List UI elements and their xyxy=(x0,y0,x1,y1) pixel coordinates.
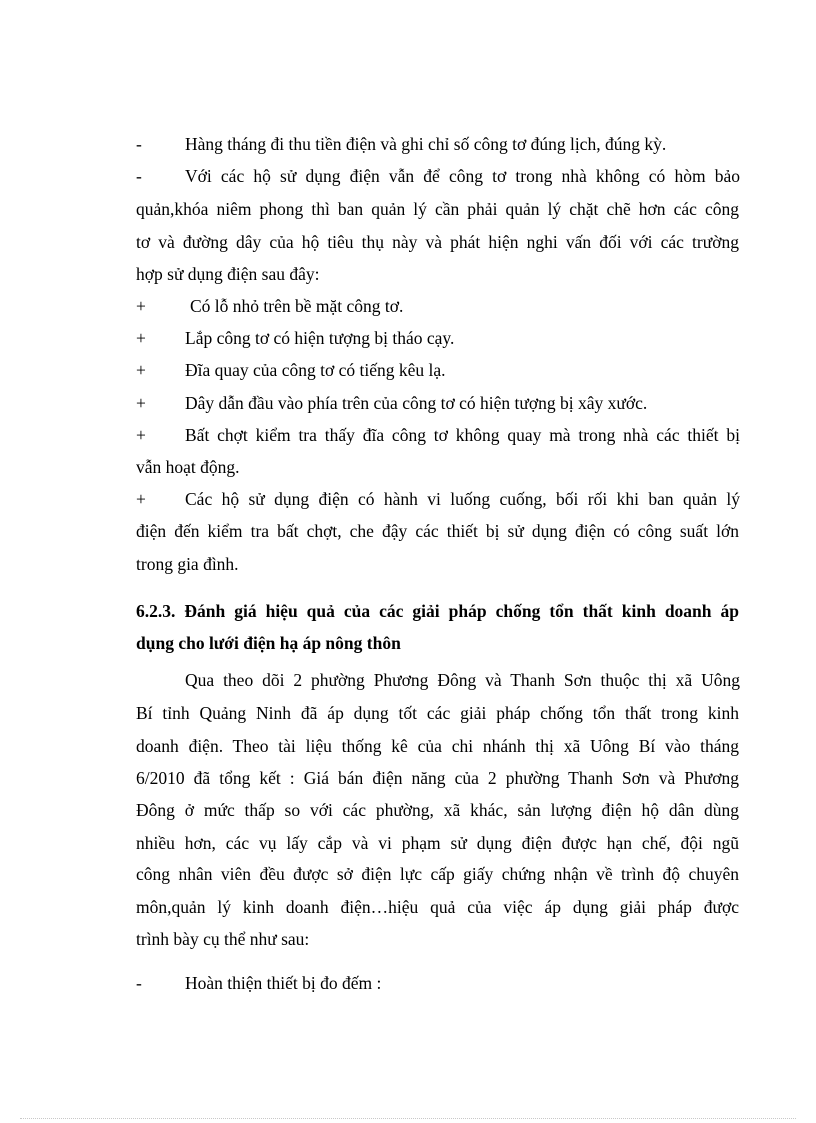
list-marker: + xyxy=(136,296,146,316)
section-heading: 6.2.3. Đánh giá hiệu quả của các giải pháp chống tổn thất kinh doanh áp xyxy=(136,601,739,621)
paragraph-line: công nhân viên đều được sở điện lực cấp giấy chứng nhận về trình độ chuyên xyxy=(136,864,739,884)
section-heading-continuation: dụng cho lưới điện hạ áp nông thôn xyxy=(136,633,401,653)
paragraph-line: môn,quản lý kinh doanh điện…hiệu quả của việc áp dụng giải pháp được xyxy=(136,897,739,917)
paragraph-line: Đông ở mức thấp so với các phường, xã khác, sản lượng điện hộ dân dùng xyxy=(136,800,739,820)
list-marker: - xyxy=(136,973,142,993)
list-item-text: Đĩa quay của công tơ có tiếng kêu lạ. xyxy=(185,360,446,380)
paragraph-line: 6/2010 đã tổng kết : Giá bán điện năng của 2 phường Thanh Sơn và Phương xyxy=(136,768,739,788)
list-item-text: Có lỗ nhỏ trên bề mặt công tơ. xyxy=(190,296,404,316)
list-marker: + xyxy=(136,489,146,509)
list-item-continuation: tơ và đường dây của hộ tiêu thụ này và phát hiện nghi vấn đối với các trường xyxy=(136,232,739,252)
list-item-text: Lắp công tơ có hiện tượng bị tháo cạy. xyxy=(185,328,455,348)
list-item-text: Bất chợt kiểm tra thấy đĩa công tơ không quay mà trong nhà các thiết bị xyxy=(185,425,740,445)
paragraph-line: Bí tỉnh Quảng Ninh đã áp dụng tốt các giải pháp chống tổn thất trong kinh xyxy=(136,703,739,723)
list-marker: - xyxy=(136,166,142,186)
list-item-text: Các hộ sử dụng điện có hành vi luống cuống, bối rối khi ban quản lý xyxy=(185,489,740,509)
paragraph-line: doanh điện. Theo tài liệu thống kê của chi nhánh thị xã Uông Bí vào tháng xyxy=(136,736,739,756)
paragraph-line: nhiều hơn, các vụ lấy cắp và vi phạm sử dụng điện được hạn chế, đội ngũ xyxy=(136,833,739,853)
list-item-text: Hàng tháng đi thu tiền điện và ghi chỉ số công tơ đúng lịch, đúng kỳ. xyxy=(185,134,667,154)
list-marker: + xyxy=(136,360,146,380)
list-item-continuation: quản,khóa niêm phong thì ban quản lý cần phải quản lý chặt chẽ hơn các công xyxy=(136,199,739,219)
list-item-text: Dây dẫn đầu vào phía trên của công tơ có hiện tượng bị xây xước. xyxy=(185,393,648,413)
list-marker: + xyxy=(136,328,146,348)
list-item-continuation: vẫn hoạt động. xyxy=(136,457,240,477)
list-item-continuation: điện đến kiểm tra bất chợt, che đậy các thiết bị sử dụng điện có công suất lớn xyxy=(136,521,739,541)
list-marker: + xyxy=(136,393,146,413)
list-item-continuation: trong gia đình. xyxy=(136,554,239,574)
list-marker: - xyxy=(136,134,142,154)
paragraph-line: Qua theo dõi 2 phường Phương Đông và Thanh Sơn thuộc thị xã Uông xyxy=(185,670,740,690)
list-item-text: Hoàn thiện thiết bị đo đếm : xyxy=(185,973,382,993)
footer-rule xyxy=(20,1118,796,1119)
list-item-text: Với các hộ sử dụng điện vẫn để công tơ trong nhà không có hòm bảo xyxy=(185,166,740,186)
list-item-continuation: hợp sử dụng điện sau đây: xyxy=(136,264,320,284)
list-marker: + xyxy=(136,425,146,445)
paragraph-line: trình bày cụ thể như sau: xyxy=(136,929,310,949)
